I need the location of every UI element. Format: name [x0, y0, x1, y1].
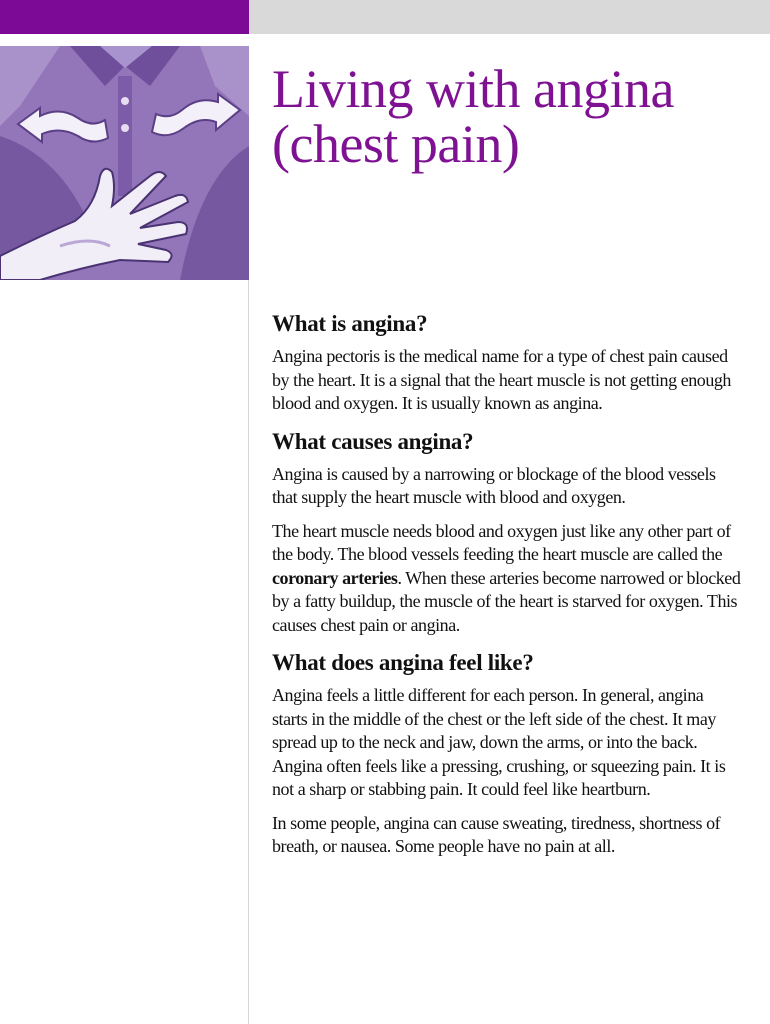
section-what-causes-angina — [272, 428, 742, 638]
page-title: Living with angina (chest pain) — [272, 59, 674, 174]
section-what-does-angina-feel-like — [272, 649, 742, 859]
section-what-is-angina — [272, 310, 742, 416]
paragraph-text: . When these arteries become narrowed or blocked by a fatty buildup, the muscle of the heart is starved for oxygen. This causes chest pain or angina. — [272, 567, 741, 635]
paragraph: Angina is caused by a narrowing or blockage of the blood vessels that supply the heart muscle with blood and oxygen. — [272, 463, 716, 507]
top-accent-bar — [0, 0, 249, 34]
section-heading: What is angina? — [272, 311, 428, 336]
paragraph: Angina pectoris is the medical name for a type of chest pain caused by the heart. It is a signal that the heart muscle is not getting enough blood and oxygen. It is usually known as angina. — [272, 346, 731, 413]
top-gray-bar — [249, 0, 770, 34]
column-divider — [248, 280, 249, 1024]
emphasis-term: coronary arteries — [272, 567, 398, 588]
chest-pain-illustration — [0, 46, 249, 280]
section-heading: What does angina feel like? — [272, 650, 534, 675]
paragraph-text: The heart muscle needs blood and oxygen just like any other part of the body. The blood vessels feeding the heart muscle are called the — [272, 520, 731, 564]
article-body — [272, 310, 742, 871]
paragraph: In some people, angina can cause sweating, tiredness, shortness of breath, or nausea. Some people have no pain at all. — [272, 812, 721, 856]
paragraph: Angina feels a little different for each person. In general, angina starts in the middle of the chest or the left side of the chest. It may spread up to the neck and jaw, down the arms, or into the back. Angina often feels like a pressing, crushing, or squeezing pain. It is not a sharp or stabbing pain. It could feel like heartburn. — [272, 685, 726, 799]
section-heading: What causes angina? — [272, 428, 474, 454]
paragraph — [272, 520, 742, 638]
